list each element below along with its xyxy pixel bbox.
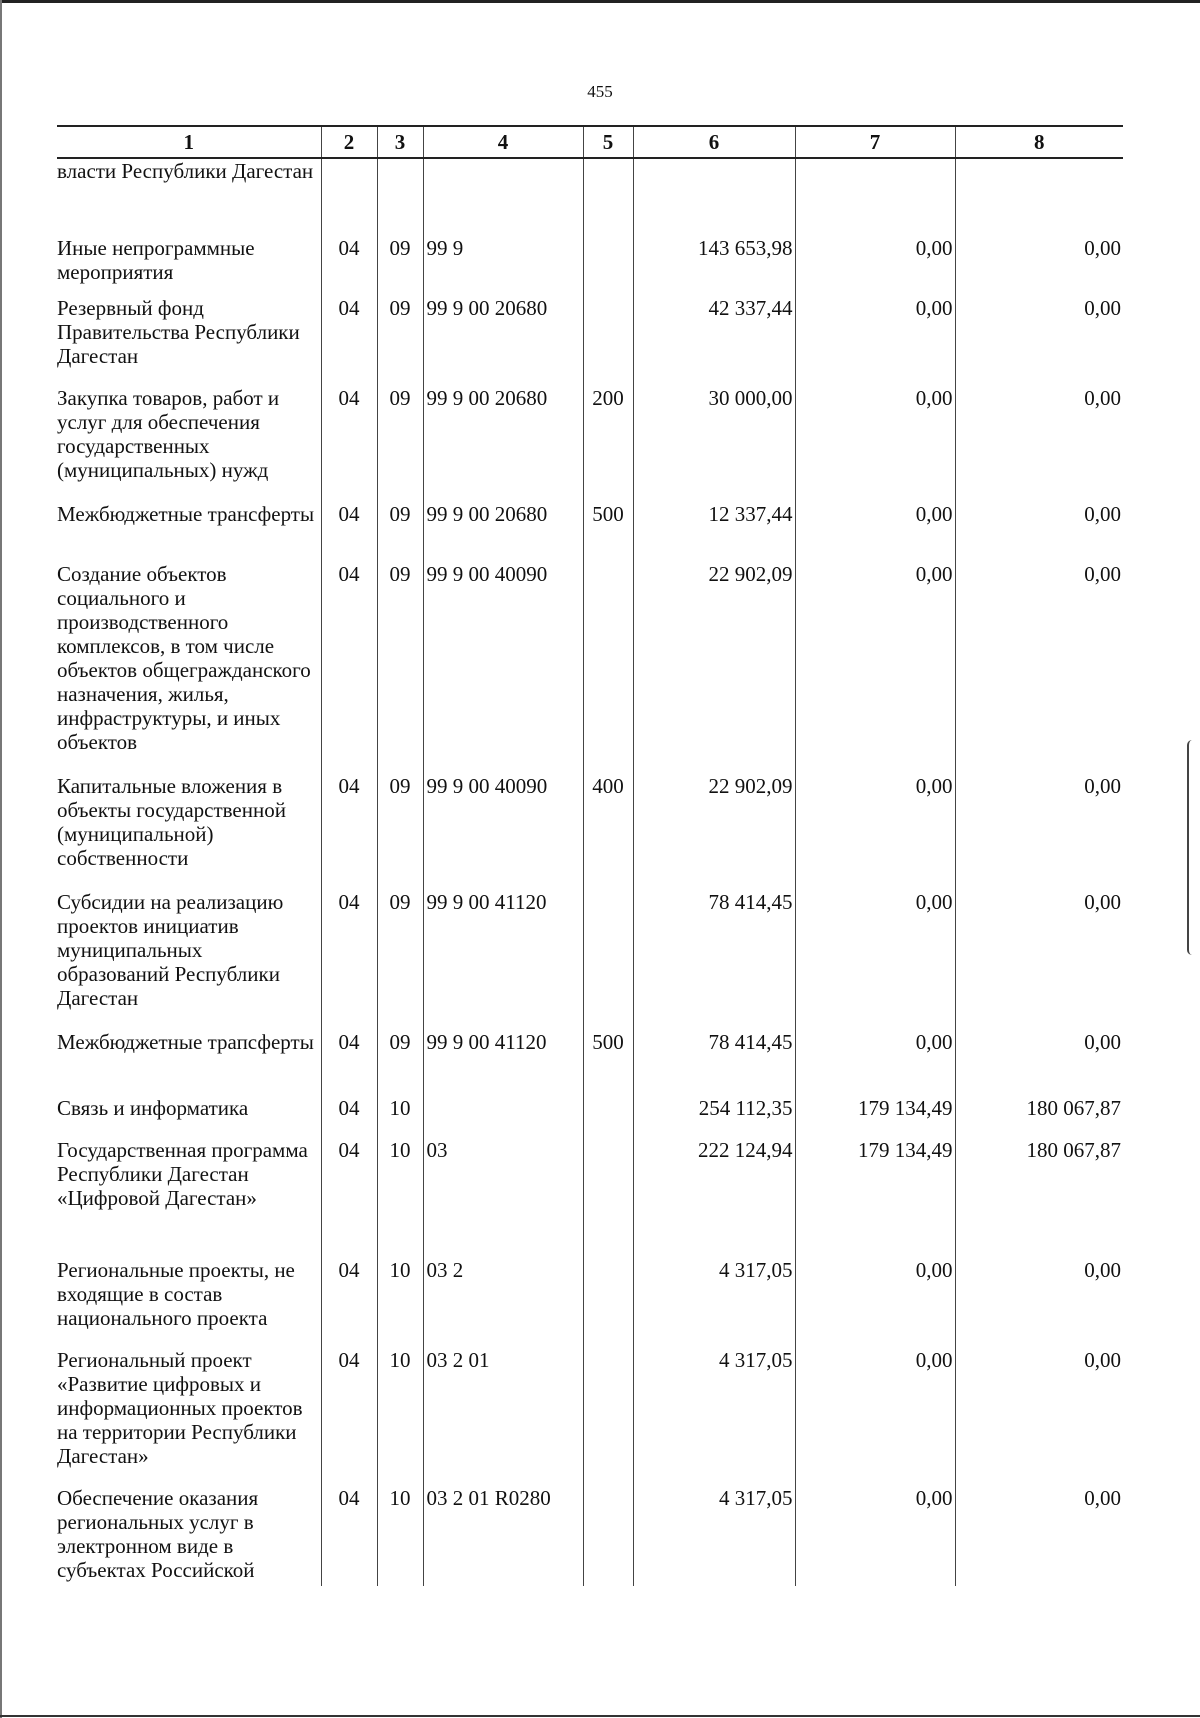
row-amount-col-6: 4 317,05 xyxy=(633,1348,795,1486)
row-subsection-code: 09 xyxy=(377,236,423,296)
table-row xyxy=(57,1258,1123,1348)
table-row xyxy=(57,1096,1123,1138)
header-col-2: 2 xyxy=(321,126,377,158)
table-header-row xyxy=(57,126,1123,158)
row-expense-type-code xyxy=(583,890,633,1030)
row-description: Межбюджетные трапсферты xyxy=(57,1030,314,1054)
row-subsection-code: 10 xyxy=(377,1348,423,1486)
row-target-item-code: 03 xyxy=(423,1138,583,1258)
row-subsection-code: 10 xyxy=(377,1138,423,1258)
row-subsection-code: 10 xyxy=(377,1258,423,1348)
row-expense-type-code xyxy=(583,158,633,236)
row-amount-col-7: 0,00 xyxy=(795,1348,955,1486)
row-amount-col-6: 143 653,98 xyxy=(633,236,795,296)
row-description: Создание объектов социального и производственного комплексов, в том числе объектов общегражданского назначения, жилья, инфраструктуры, и иных объектов xyxy=(57,562,311,754)
row-subsection-code: 09 xyxy=(377,890,423,1030)
row-expense-type-code xyxy=(583,296,633,386)
page-frame-bottom xyxy=(0,1715,1200,1717)
row-amount-col-8: 180 067,87 xyxy=(955,1096,1123,1138)
row-subsection-code: 09 xyxy=(377,296,423,386)
row-amount-col-8: 0,00 xyxy=(955,1486,1123,1586)
row-description: Связь и информатика xyxy=(57,1096,249,1120)
row-amount-col-7: 179 134,49 xyxy=(795,1096,955,1138)
row-amount-col-6: 222 124,94 xyxy=(633,1138,795,1258)
header-col-3: 3 xyxy=(377,126,423,158)
row-amount-col-6: 78 414,45 xyxy=(633,1030,795,1096)
row-amount-col-7: 0,00 xyxy=(795,296,955,386)
row-amount-col-6: 30 000,00 xyxy=(633,386,795,502)
row-target-item-code: 99 9 00 20680 xyxy=(423,502,583,562)
row-amount-col-8 xyxy=(955,158,1123,236)
row-section-code: 04 xyxy=(321,890,377,1030)
row-description: Капитальные вложения в объекты государственной (муниципальной) собственности xyxy=(57,774,286,870)
row-expense-type-code xyxy=(583,562,633,774)
row-subsection-code: 09 xyxy=(377,774,423,890)
table-row xyxy=(57,562,1123,774)
row-subsection-code xyxy=(377,158,423,236)
header-col-7: 7 xyxy=(795,126,955,158)
row-expense-type-code xyxy=(583,236,633,296)
row-description: Субсидии на реализацию проектов инициатив муниципальных образований Республики Дагестан xyxy=(57,890,284,1010)
row-amount-col-6: 4 317,05 xyxy=(633,1486,795,1586)
row-description: Резервный фонд Правительства Республики Дагестан xyxy=(57,296,300,368)
row-section-code: 04 xyxy=(321,774,377,890)
table-row xyxy=(57,296,1123,386)
row-target-item-code: 99 9 00 20680 xyxy=(423,296,583,386)
row-expense-type-code xyxy=(583,1258,633,1348)
row-amount-col-6 xyxy=(633,158,795,236)
row-expense-type-code: 200 xyxy=(583,386,633,502)
table-row xyxy=(57,774,1123,890)
table-row xyxy=(57,1138,1123,1258)
page-frame-top xyxy=(0,0,1200,3)
page-number: 455 xyxy=(587,82,613,101)
row-target-item-code: 03 2 01 R0280 xyxy=(423,1486,583,1586)
row-target-item-code: 99 9 00 41120 xyxy=(423,1030,583,1096)
row-amount-col-7: 0,00 xyxy=(795,1486,955,1586)
budget-table xyxy=(57,125,1123,1586)
row-section-code: 04 xyxy=(321,1348,377,1486)
row-description: Государственная программа Республики Дагестан «Цифровой Дагестан» xyxy=(57,1138,308,1210)
row-amount-col-8: 0,00 xyxy=(955,236,1123,296)
row-subsection-code: 10 xyxy=(377,1096,423,1138)
row-amount-col-8: 0,00 xyxy=(955,890,1123,1030)
row-section-code: 04 xyxy=(321,296,377,386)
row-section-code: 04 xyxy=(321,1486,377,1586)
table-body xyxy=(57,158,1123,1586)
row-amount-col-6: 22 902,09 xyxy=(633,562,795,774)
table-row xyxy=(57,386,1123,502)
row-description: Иные непрограммные мероприятия xyxy=(57,236,255,284)
row-amount-col-6: 254 112,35 xyxy=(633,1096,795,1138)
row-amount-col-6: 12 337,44 xyxy=(633,502,795,562)
row-description: Обеспечение оказания региональных услуг в электронном виде в субъектах Российской xyxy=(57,1486,259,1582)
row-description: Региональные проекты, не входящие в состав национального проекта xyxy=(57,1258,295,1330)
row-section-code: 04 xyxy=(321,1030,377,1096)
row-target-item-code: 99 9 00 40090 xyxy=(423,774,583,890)
row-section-code: 04 xyxy=(321,1138,377,1258)
row-subsection-code: 09 xyxy=(377,502,423,562)
header-col-5: 5 xyxy=(583,126,633,158)
row-expense-type-code: 400 xyxy=(583,774,633,890)
row-amount-col-7: 0,00 xyxy=(795,562,955,774)
row-amount-col-8: 0,00 xyxy=(955,502,1123,562)
row-target-item-code: 03 2 01 xyxy=(423,1348,583,1486)
row-target-item-code: 99 9 00 41120 xyxy=(423,890,583,1030)
row-target-item-code xyxy=(423,1096,583,1138)
header-col-4: 4 xyxy=(423,126,583,158)
row-amount-col-7: 0,00 xyxy=(795,236,955,296)
row-amount-col-8: 0,00 xyxy=(955,386,1123,502)
row-amount-col-6: 22 902,09 xyxy=(633,774,795,890)
row-target-item-code: 03 2 xyxy=(423,1258,583,1348)
table-row xyxy=(57,502,1123,562)
row-amount-col-6: 4 317,05 xyxy=(633,1258,795,1348)
row-expense-type-code xyxy=(583,1486,633,1586)
row-amount-col-6: 78 414,45 xyxy=(633,890,795,1030)
row-expense-type-code xyxy=(583,1348,633,1486)
row-amount-col-7: 0,00 xyxy=(795,386,955,502)
row-section-code: 04 xyxy=(321,562,377,774)
row-amount-col-8: 0,00 xyxy=(955,774,1123,890)
row-amount-col-8: 0,00 xyxy=(955,1348,1123,1486)
row-amount-col-7: 0,00 xyxy=(795,890,955,1030)
row-expense-type-code: 500 xyxy=(583,502,633,562)
table-row xyxy=(57,1348,1123,1486)
row-target-item-code: 99 9 xyxy=(423,236,583,296)
row-amount-col-8: 0,00 xyxy=(955,1030,1123,1096)
table-row xyxy=(57,158,1123,236)
row-amount-col-7: 179 134,49 xyxy=(795,1138,955,1258)
row-amount-col-7: 0,00 xyxy=(795,1258,955,1348)
row-description: Межбюджетные трансферты xyxy=(57,502,315,526)
row-section-code: 04 xyxy=(321,236,377,296)
row-expense-type-code: 500 xyxy=(583,1030,633,1096)
row-section-code xyxy=(321,158,377,236)
row-expense-type-code xyxy=(583,1138,633,1258)
scan-artifact xyxy=(1187,740,1192,955)
table-row xyxy=(57,236,1123,296)
row-amount-col-7: 0,00 xyxy=(795,1030,955,1096)
row-section-code: 04 xyxy=(321,1258,377,1348)
row-section-code: 04 xyxy=(321,386,377,502)
row-subsection-code: 10 xyxy=(377,1486,423,1586)
row-amount-col-7: 0,00 xyxy=(795,502,955,562)
row-amount-col-8: 0,00 xyxy=(955,1258,1123,1348)
row-description: Закупка товаров, работ и услуг для обеспечения государственных (муниципальных) нужд xyxy=(57,386,280,482)
row-target-item-code: 99 9 00 40090 xyxy=(423,562,583,774)
table-row xyxy=(57,1486,1123,1586)
table-row xyxy=(57,1030,1123,1096)
header-col-8: 8 xyxy=(955,126,1123,158)
row-target-item-code xyxy=(423,158,583,236)
row-amount-col-8: 180 067,87 xyxy=(955,1138,1123,1258)
row-amount-col-7 xyxy=(795,158,955,236)
row-amount-col-8: 0,00 xyxy=(955,296,1123,386)
row-target-item-code: 99 9 00 20680 xyxy=(423,386,583,502)
row-subsection-code: 09 xyxy=(377,562,423,774)
header-col-1: 1 xyxy=(57,126,321,158)
row-subsection-code: 09 xyxy=(377,1030,423,1096)
header-col-6: 6 xyxy=(633,126,795,158)
page-frame-left xyxy=(0,0,2,1718)
row-amount-col-8: 0,00 xyxy=(955,562,1123,774)
table-row xyxy=(57,890,1123,1030)
row-expense-type-code xyxy=(583,1096,633,1138)
row-section-code: 04 xyxy=(321,1096,377,1138)
row-amount-col-6: 42 337,44 xyxy=(633,296,795,386)
row-description: Региональный проект «Развитие цифровых и информационных проектов на территории Республики Дагестан» xyxy=(57,1348,303,1468)
row-amount-col-7: 0,00 xyxy=(795,774,955,890)
row-section-code: 04 xyxy=(321,502,377,562)
row-description: власти Республики Дагестан xyxy=(57,159,314,183)
row-subsection-code: 09 xyxy=(377,386,423,502)
